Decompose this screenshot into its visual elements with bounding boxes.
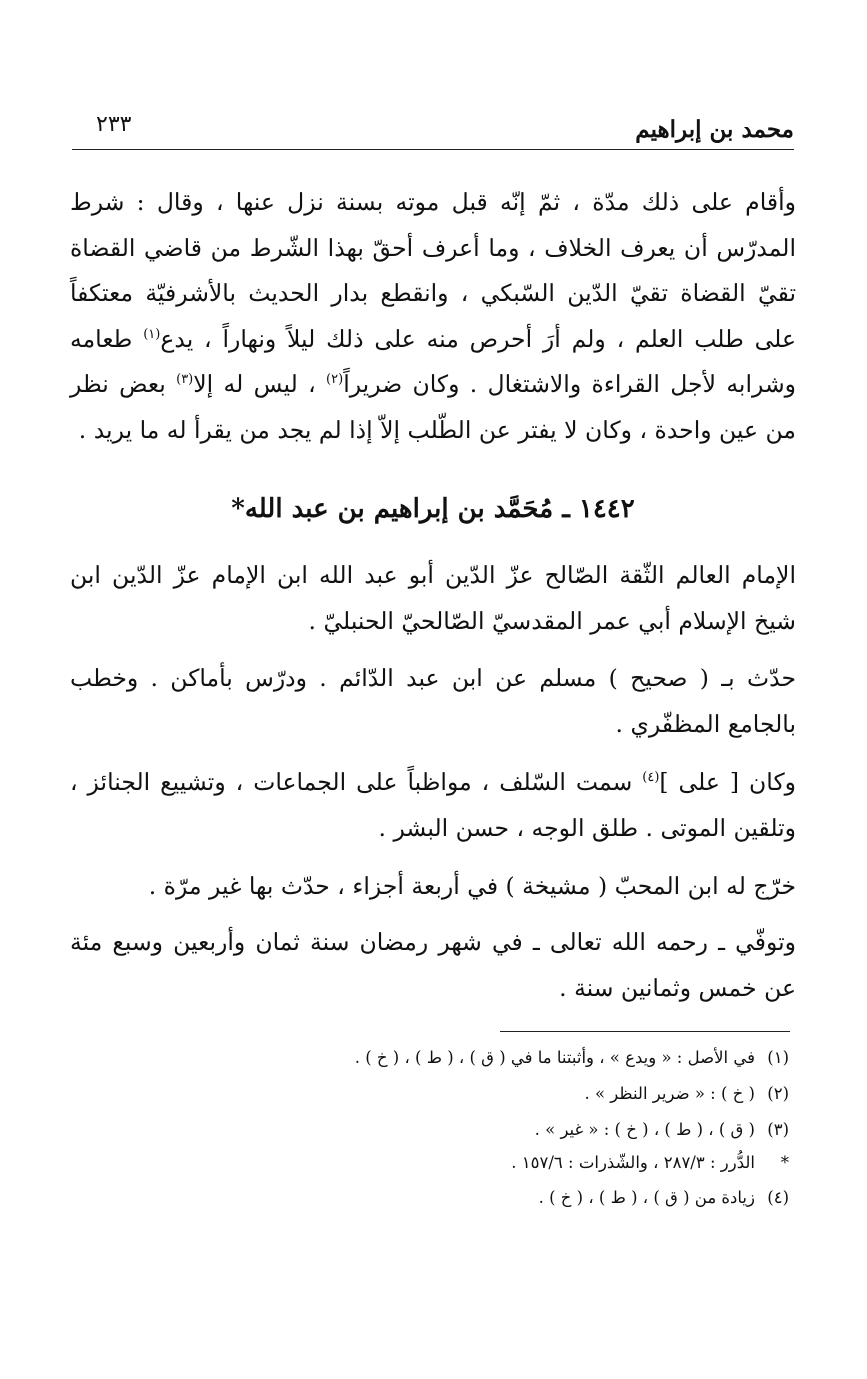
entry-paragraph-2: حدّث بـ ( صحيح ) مسلم عن ابن عبد الدّائم . ودرّس بأماكن . وخطب بالجامع المظفّري . bbox=[70, 664, 796, 738]
paragraph-text: ، ليس له إلا bbox=[193, 370, 327, 398]
paragraph-text: طعامه وشرابه لأجل القراءة والاشتغال . وكان ضريراً bbox=[70, 324, 796, 398]
footnote-text: في الأصل : « ويدع » ، وأثبتنا ما في ( ق ) ، ( ط ) ، ( خ ) . bbox=[354, 1048, 755, 1067]
footnote-text: ( ق ) ، ( ط ) ، ( خ ) : « غير » . bbox=[534, 1120, 755, 1139]
paragraph-text: وأقام على ذلك مدّة ، ثمّ إنّه قبل موته بسنة نزل عنها ، وقال : شرط المدرّس أن يعرف الخلاف ، وما أعرف أحقّ بهذا الشّرط من قاضي القضاة تقيّ القضاة تقيّ الدّين السّبكي ، وانقطع بدار الحديث بالأشرفيّة معتكفاً على طلب العلم ، ولم أرَ أحرص منه على ذلك ليلاً ونهاراً ، يدع bbox=[70, 188, 796, 353]
footnote-ref-2: (٢) bbox=[326, 372, 344, 388]
paragraph-text: بعض نظر من عين واحدة ، وكان لا يفتر عن الطّلب إلاّ إذا لم يجد من يقرأ له ما يريد . bbox=[70, 370, 796, 444]
footnote bbox=[269, 1048, 789, 1068]
entry-paragraph-5: وتوفّي ـ رحمه الله تعالى ـ في شهر رمضان سنة ثمان وأربعين وسبع مئة عن خمس وثمانين سنة . bbox=[70, 928, 796, 1002]
page-header bbox=[72, 112, 794, 150]
entry-paragraph-3 bbox=[70, 760, 796, 851]
footnote bbox=[269, 1084, 789, 1104]
entry-heading: ١٤٤٢ ـ مُحَمَّد بن إبراهيم بن عبد الله* bbox=[231, 494, 635, 524]
footnote-marker: (٢) bbox=[767, 1084, 789, 1103]
entry-paragraph-1: الإمام العالم الثّقة الصّالح عزّ الدّين أبو عبد الله ابن الإمام عزّ الدّين ابن شيخ الإسلام أبي عمر المقدسيّ الصّالحيّ الحنبليّ . bbox=[70, 561, 796, 635]
page-number: ٢٣٣ bbox=[96, 112, 132, 137]
footnote-marker: * bbox=[780, 1153, 789, 1172]
footnote bbox=[269, 1120, 789, 1140]
footnote-marker: (٣) bbox=[767, 1120, 789, 1139]
footnote-ref-4: (٤) bbox=[642, 770, 660, 786]
footnote-ref-3: (٣) bbox=[176, 372, 194, 388]
footnote-divider bbox=[500, 1031, 790, 1032]
paragraph-text: سمت السّلف ، مواظباً على الجماعات ، وتشييع الجنائز ، وتلقين الموتى . طلق الوجه ، حسن البشر . bbox=[70, 768, 796, 842]
running-title: محمد بن إبراهيم bbox=[635, 116, 794, 143]
footnote-text: زيادة من ( ق ) ، ( ط ) ، ( خ ) . bbox=[538, 1188, 755, 1207]
continuation-paragraph bbox=[70, 180, 796, 453]
footnote-text: الدُّرر : ٢٨٧/٣ ، والشّذرات : ١٥٧/٦ . bbox=[511, 1153, 755, 1172]
footnote bbox=[269, 1153, 789, 1173]
footnote-marker: (٤) bbox=[767, 1188, 789, 1207]
entry-paragraph-4: خرّج له ابن المحبّ ( مشيخة ) في أربعة أجزاء ، حدّث بها غير مرّة . bbox=[148, 872, 796, 900]
footnote bbox=[269, 1188, 789, 1208]
footnote-marker: (١) bbox=[767, 1048, 789, 1067]
footnote-ref-1: (١) bbox=[143, 326, 161, 342]
paragraph-text: وكان [ على ] bbox=[659, 768, 796, 796]
footnote-text: ( خ ) : « ضرير النظر » . bbox=[584, 1084, 755, 1103]
